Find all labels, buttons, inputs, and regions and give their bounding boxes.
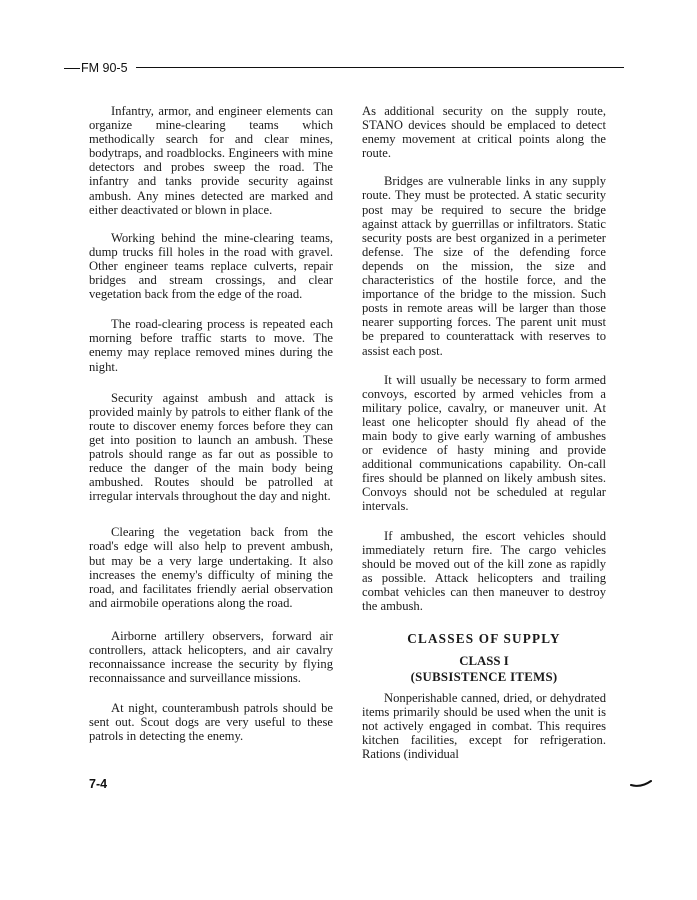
right-column (362, 104, 606, 776)
subsection-heading (362, 653, 606, 685)
paragraph: Infantry, armor, and engineer elements can organize mine-clearing teams which methodically search for and clear mines, bodytraps, and roadblocks. Engineers with mine detectors and probes sweep the road. The infantry and tanks provide security against ambush. Any mines detected are marked and either deactivated or blown in place. (89, 104, 333, 217)
paragraph: As additional security on the supply route, STANO devices should be emplaced to detect enemy movement at critical points along the route. (362, 104, 606, 161)
paragraph: Airborne artillery observers, forward air controllers, attack helicopters, and air cavalry reconnaissance increase the security by flying reconnaissance and surveillance missions. (89, 628, 333, 686)
paragraph: Clearing the vegetation back from the road's edge will also help to prevent ambush, but may be a very large undertaking. It also increases the enemy's difficulty of mining the road, and facilitates friendly aerial observation and airmobile operations along the road. (89, 525, 333, 610)
paragraph: Nonperishable canned, dried, or dehydrated items primarily should be used when the unit is not actively engaged in combat. This requires kitchen facilities, except for refrigeration. Rations (individual (362, 691, 606, 762)
paragraph: Security against ambush and attack is provided mainly by patrols to either flank of the route to discover enemy forces before they can get into position to launch an ambush. These patrols should range as far out as possible to reduce the danger of the main body being ambushed. Routes should be patrolled at irregular intervals throughout the day and night. (89, 390, 333, 504)
paragraph: Working behind the mine-clearing teams, dump trucks fill holes in the road with gravel. Other engineer teams replace culverts, repair bridges and stream crossings, and clear vegetation back from the edge of the road. (89, 230, 333, 302)
running-header (64, 60, 624, 76)
header-lead-dash (64, 68, 80, 69)
page-number: 7-4 (89, 777, 108, 791)
paragraph: At night, counterambush patrols should be sent out. Scout dogs are very useful to these patrols in detecting the enemy. (89, 701, 333, 744)
header-rule (136, 67, 624, 68)
page-corner-mark-icon (630, 777, 652, 789)
paragraph: Bridges are vulnerable links in any supply route. They must be protected. A static security post may be required to secure the bridge against attack by guerrillas or infiltrators. Static security posts are best organized in a perimeter defense. The size of the defending force depends on the mission, the size and characteristics of the hostile force, and the importance of the bridge to the mission. Such posts in remote areas will be larger than those nearer supporting forces. The parent unit must be prepared to counterattack with reserves to assist each post. (362, 174, 606, 358)
paragraph: If ambushed, the escort vehicles should immediately return fire. The cargo vehicles should be moved out of the kill zone as rapidly as possible. Attack helicopters and trailing combat vehicles can then maneuver to destroy the ambush. (362, 528, 606, 613)
manual-id: FM 90-5 (81, 61, 128, 75)
paragraph: It will usually be necessary to form armed convoys, escorted by armed vehicles from a military police, cavalry, or maneuver unit. At least one helicopter should fly ahead of the main body to give early warning of ambushes or evidence of hasty mining and provide additional communications capability. On-call fires should be planned on likely ambush sites. Convoys should not be scheduled at regular intervals. (362, 372, 606, 514)
subsection-title: CLASS I (459, 654, 509, 669)
left-column (89, 104, 333, 758)
subsection-subtitle: (SUBSISTENCE ITEMS) (410, 670, 558, 685)
paragraph: The road-clearing process is repeated each morning before traffic starts to move. The enemy may replace removed mines during the night. (89, 317, 333, 374)
section-heading: CLASSES OF SUPPLY (407, 631, 561, 647)
